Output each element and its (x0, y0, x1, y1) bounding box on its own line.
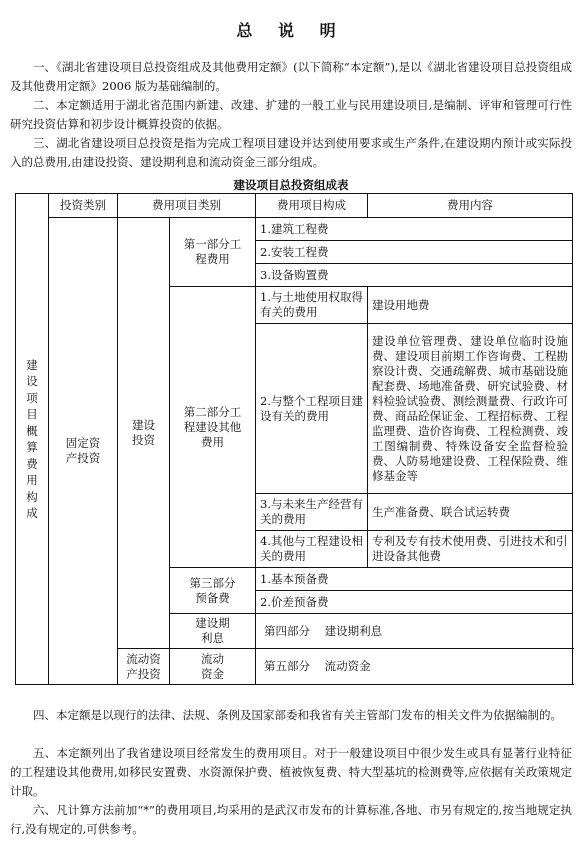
part2-label: 第二部分工程建设其他费用 (183, 404, 242, 449)
part5-row: 第五部分 流动资金 (256, 649, 573, 685)
construction-investment-cell (118, 218, 170, 649)
part2-item-4: 4.其他与工程建设相关的费用 (256, 531, 368, 568)
paragraph-2: 二、本定额适用于湖北省范围内新建、改建、扩建的一般工业与民用建设项目,是编制、评审和管理可行性研究投资估算和初步设计概算投资的依据。 (10, 98, 572, 131)
paragraph-6: 六、凡计算方法前加“*”的费用项目,均采用的是武汉市发布的计算标准,各地、市另有规定的,按当地规定执行,没有规定的,可供参考。 (10, 803, 572, 836)
investment-composition-table (15, 193, 573, 685)
part2-content-4: 专利及专有技术使用费、引进技术和引进设备其他费 (368, 531, 573, 568)
part2-content-2: 建设单位管理费、建设单位临时设施费、建设项目前期工作咨询费、工程勘察设计费、交通疏解费、城市基础设施配套费、场地准备费、研究试验费、材料检验试验费、测绘测量费、行政许可费、商品砼保证金、工程招标费、工程监理费、造价咨询费、工程检测费、竣工图编制费、特殊设备安全监督检验费、人防易地建设费、工程保险费、维修基金等 (368, 324, 573, 494)
part2-item-2: 2.与整个工程项目建设有关的费用 (256, 324, 368, 494)
part2-item-3: 3.与未来生产经营有关的费用 (256, 494, 368, 531)
part2-content-1: 建设用地费 (368, 287, 573, 324)
part3-item-1: 1.基本预备费 (256, 568, 573, 591)
part4-row: 第四部分 建设期利息 (256, 614, 573, 649)
part3-item-2: 2.价差预备费 (256, 591, 573, 614)
part1-cell (170, 218, 256, 287)
paragraph-1: 一、《湖北省建设项目总投资组成及其他费用定额》(以下简称“本定额”),是以《湖北省建设项目总投资组成及其他费用定额》2006 版为基础编制的。 (10, 60, 572, 93)
working-capital-label: 流动资金 (201, 651, 224, 681)
working-capital-cell (170, 649, 256, 685)
part1-label: 第一部分工程费用 (183, 237, 242, 266)
page-title: 总 说 明 (236, 21, 346, 40)
part1-item-1: 1.建筑工程费 (256, 218, 573, 241)
side-label-cell (16, 194, 49, 685)
part3-cell (170, 568, 256, 614)
interest-cell (170, 614, 256, 649)
working-capital-type-cell (118, 649, 170, 685)
working-capital-type-label: 流动资产投资 (126, 651, 161, 681)
header-cost-category: 费用项目类别 (118, 194, 256, 218)
paragraph-5: 五、本定额列出了我省建设项目经常发生的费用项目。对于一般建设项目中很少发生或具有显著行业特征的工程建设其他费用,如移民安置费、水资源保护费、植被恢复费、特大型基坑的检测费等,应依据有关政策规定计取。 (10, 746, 572, 798)
part3-label: 第三部分预备费 (189, 575, 236, 605)
fixed-asset-label: 固定资产投资 (65, 436, 101, 465)
fixed-asset-cell (49, 218, 118, 685)
header-cost-item: 费用项目构成 (256, 194, 368, 218)
header-content: 费用内容 (368, 194, 573, 218)
construction-investment-label: 建设投资 (132, 418, 155, 447)
paragraph-3: 三、湖北省建设项目总投资是指为完成工程项目建设并达到使用要求或生产条件,在建设期内预计或实际投入的总费用,由建设投资、建设期利息和流动资金三部分组成。 (10, 136, 572, 169)
part2-item-1: 1.与土地使用权取得有关的费用 (256, 287, 368, 324)
part2-content-3: 生产准备费、联合试运转费 (368, 494, 573, 531)
interest-label: 建设期利息 (195, 616, 230, 645)
paragraph-4: 四、本定额是以现行的法律、法规、条例及国家部委和我省有关主管部门发布的相关文件为依据编制的。 (33, 708, 562, 722)
part1-item-2: 2.安装工程费 (256, 241, 573, 264)
part1-item-3: 3.设备购置费 (256, 264, 573, 287)
part2-cell (170, 287, 256, 568)
table-caption: 建设项目总投资组成表 (233, 178, 349, 192)
header-invest-type: 投资类别 (49, 194, 118, 218)
side-label: 建设项目概算费用构成 (26, 357, 38, 520)
